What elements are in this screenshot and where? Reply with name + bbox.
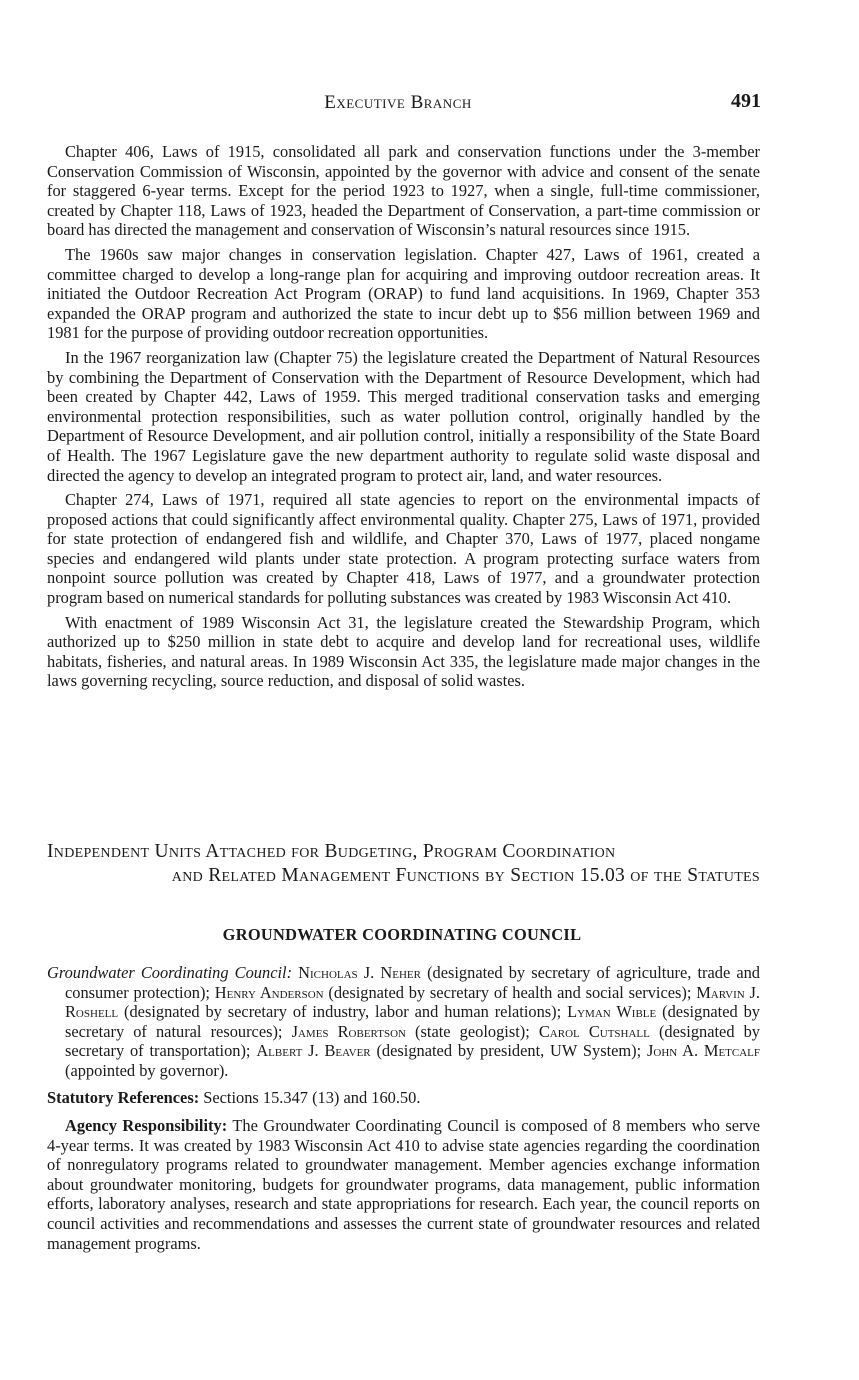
member-role: (state geologist); [405, 1021, 539, 1041]
member-role: (designated by secretary of agriculture, trade and consumer protection); [65, 963, 761, 1002]
member-name: Henry Anderson [214, 982, 324, 1002]
member-role: (designated by secretary of industry, labor and human relations); [118, 1002, 568, 1022]
running-title: Executive Branch [324, 92, 472, 113]
page-number: 491 [731, 90, 761, 112]
statutory-text: Sections 15.347 (13) and 160.50. [199, 1088, 421, 1107]
running-header [0, 90, 859, 116]
member-name: Albert J. Beaver [256, 1041, 371, 1061]
member-role: (designated by secretary of health and social services); [323, 982, 697, 1002]
council-members [47, 963, 760, 1081]
body-text [47, 142, 760, 696]
section-heading [47, 840, 760, 888]
member-name: Marvin J. Roshell [65, 982, 760, 1022]
member-name: Lyman Wible [567, 1002, 657, 1022]
member-role: (designated by secretary of natural resources); [65, 1002, 760, 1041]
member-role: (designated by president, UW System); [370, 1041, 647, 1061]
member-role: (designated by secretary of transportation); [65, 1021, 761, 1061]
section-heading-line1: Independent Units Attached for Budgeting, Program Coordination [47, 841, 616, 862]
member-name: John A. Metcalf [647, 1041, 761, 1061]
responsibility-text: The Groundwater Coordinating Council is composed of 8 members who serve 4-year terms. It was created by 1983 Wisconsin Act 410 to advise state agencies regarding the coordination of nonregulatory programs related to groundwater management. Member agencies exchange information about groundwater monitoring, budgets for groundwater programs, data management, public information efforts, laboratory analyses, research and state appropriations for research. Each year, the council reports on council activities and recommendations and assesses the current state of groundwater resources and related management programs. [47, 1116, 761, 1253]
agency-responsibility [47, 1116, 760, 1253]
section-heading-line2: and Related Management Functions by Section 15.03 of the Statutes [171, 865, 760, 886]
statutory-references [47, 1088, 760, 1108]
paragraph-1915-commission: Chapter 406, Laws of 1915, consolidated all park and conservation functions under the 3-member Conservation Commission of Wisconsin, appointed by the governor with advice and consent of the senate for staggered 6-year terms. Except for the period 1923 to 1927, when a single, full-time commissioner, created by Chapter 118, Laws of 1923, headed the Department of Conservation, a part-time commission or board has directed the management and conservation of Wisconsin’s natural resources since 1915. [47, 142, 760, 240]
member-name: Nicholas J. Neher [298, 963, 421, 982]
member-name: James Robertson [291, 1021, 406, 1041]
member-role: (appointed by governor). [65, 1060, 229, 1080]
responsibility-label: Agency Responsibility: [65, 1116, 228, 1135]
paragraph-1971-environmental: Chapter 274, Laws of 1971, required all state agencies to report on the environmental impacts of proposed actions that could significantly affect environmental quality. Chapter 275, Laws of 1971, provided for state protection of endangered fish and wildlife, and Chapter 370, Laws of 1977, placed nongame species and endangered wild plants under state protection. A program protecting surface waters from nonpoint source pollution was created by Chapter 418, Laws of 1977, and a groundwater protection program based on numerical standards for polluting substances was created by 1983 Wisconsin Act 410. [47, 490, 760, 608]
members-lead: Groundwater Coordinating Council: [47, 963, 293, 982]
paragraph-1967-reorganization: In the 1967 reorganization law (Chapter 75) the legislature created the Department of Natural Resources by combining the Department of Conservation with the Department of Resource Development, which had been created by Chapter 442, Laws of 1959. This merged traditional conservation tasks and emerging environmental protection responsibilities, such as water pollution control, originally handled by the Department of Resource Development, and air pollution control, initially a responsibility of the State Board of Health. The 1967 Legislature gave the new department authority to regulate solid waste disposal and directed the agency to develop an integrated program to protect air, land, and water resources. [47, 347, 760, 485]
member-name: Carol Cutshall [538, 1021, 650, 1041]
statutory-label: Statutory References: [47, 1088, 200, 1107]
paragraph-1960s-legislation: The 1960s saw major changes in conservation legislation. Chapter 427, Laws of 1961, created a committee charged to develop a long-range plan for acquiring and improving outdoor recreation areas. It initiated the Outdoor Recreation Act Program (ORAP) to fund land acquisitions. In 1969, Chapter 353 expanded the ORAP program and authorized the state to incur debt up to $56 million between 1969 and 1981 for the purpose of providing outdoor recreation opportunities. [47, 244, 760, 343]
council-title: GROUNDWATER COORDINATING COUNCIL [222, 925, 582, 944]
paragraph-1989-stewardship: With enactment of 1989 Wisconsin Act 31, the legislature created the Stewardship Program, which authorized up to $250 million in state debt to acquire and develop land for recreational uses, wildlife habitats, fisheries, and natural areas. In 1989 Wisconsin Act 335, the legislature made major changes in the laws governing recycling, source reduction, and disposal of solid wastes. [47, 612, 760, 691]
